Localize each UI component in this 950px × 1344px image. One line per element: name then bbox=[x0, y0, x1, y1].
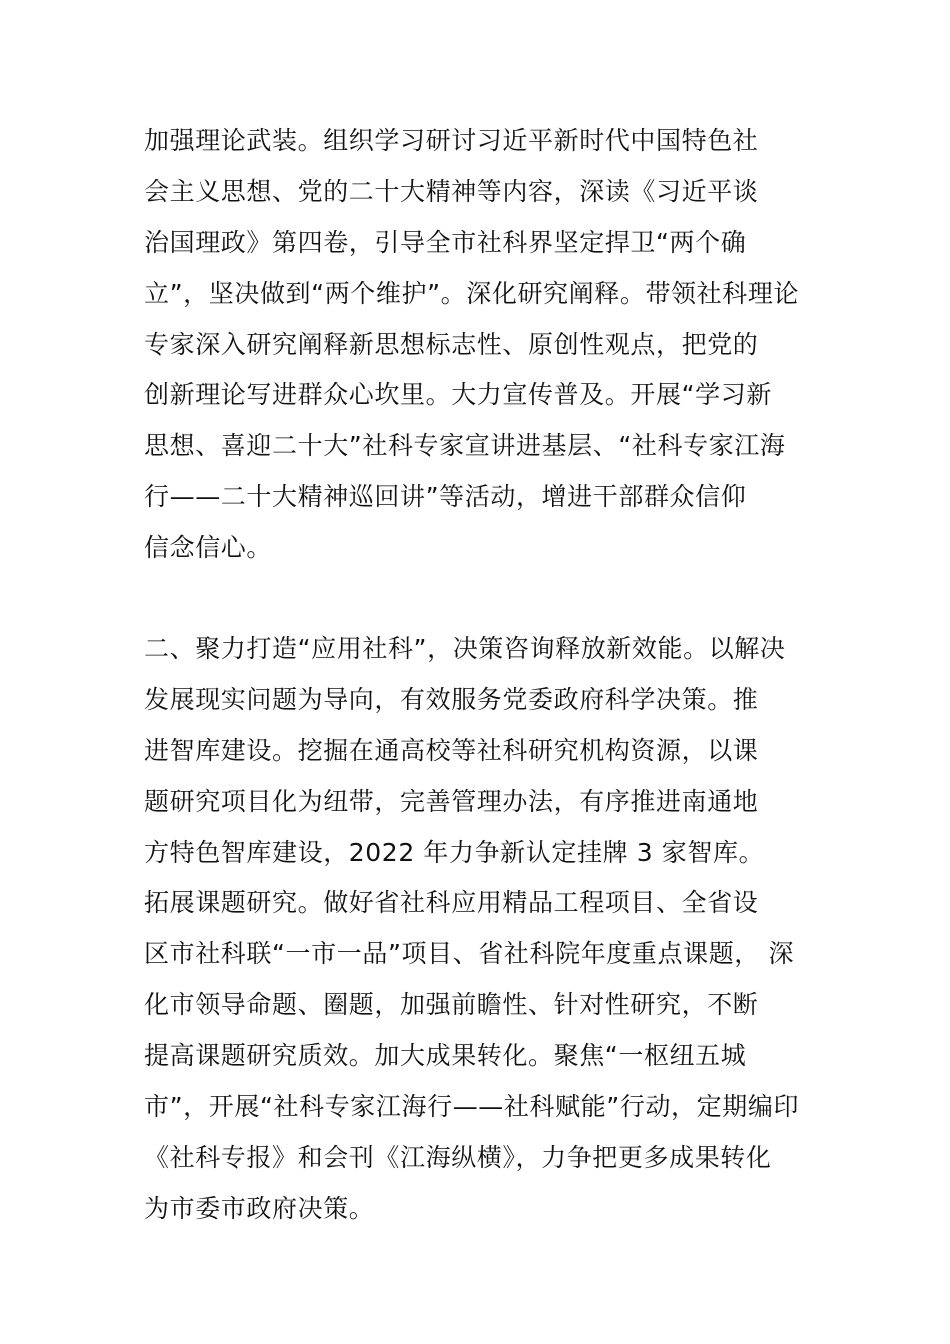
text-line: 拓展课题研究。做好省社科应用精品工程项目、全省设 bbox=[144, 888, 759, 918]
text-line: 加强理论武装。组织学习研讨习近平新时代中国特色社 bbox=[144, 126, 759, 155]
text-line: 《社科专报》和会刊《江海纵横》，力争把更多成果转化 bbox=[144, 1142, 772, 1172]
text-line: 创新理论写进群众心坎里。大力宣传普及。开展“学习新 bbox=[144, 380, 772, 410]
text-line: 市”，开展“社科专家江海行——社科赋能”行动，定期编印 bbox=[144, 1092, 800, 1122]
section-heading-line: 二、聚力打造“应用社科”，决策咨询释放新效能。以解决 bbox=[144, 634, 786, 663]
text-line: 化市领导命题、圈题，加强前瞻性、针对性研究，不断 bbox=[144, 990, 759, 1020]
text-line: 会主义思想、党的二十大精神等内容，深读《习近平谈 bbox=[144, 176, 759, 206]
paragraph-applied-social-science bbox=[144, 624, 814, 1235]
text-line: 专家深入研究阐释新思想标志性、原创性观点，把党的 bbox=[144, 329, 759, 359]
text-line: 题研究项目化为纽带，完善管理办法，有序推进南通地 bbox=[144, 786, 759, 816]
text-line: 治国理政》第四卷，引导全市社科界坚定捍卫“两个确 bbox=[144, 227, 747, 257]
paragraph-theory-arming bbox=[144, 116, 814, 574]
text-line: 进智库建设。挖掘在通高校等社科研究机构资源，以课 bbox=[144, 735, 759, 765]
text-line: 方特色智库建设，2022 年力争新认定挂牌 3 家智库。 bbox=[144, 837, 765, 867]
text-line: 区市社科联“一市一品”项目、省社科院年度重点课题， 深 bbox=[144, 939, 795, 969]
text-line: 思想、喜迎二十大”社科专家宣讲进基层、“社科专家江海 bbox=[144, 431, 786, 461]
text-line: 行——二十大精神巡回讲”等活动，增进干部群众信仰 bbox=[144, 482, 747, 512]
text-line: 立”，坚决做到“两个维护”。深化研究阐释。带领社科理论 bbox=[144, 278, 800, 308]
text-line: 发展现实问题为导向，有效服务党委政府科学决策。推 bbox=[144, 684, 759, 714]
text-line: 信念信心。 bbox=[144, 533, 273, 563]
text-line: 为市委市政府决策。 bbox=[144, 1193, 375, 1223]
text-line: 提高课题研究质效。加大成果转化。聚焦“一枢纽五城 bbox=[144, 1041, 747, 1071]
